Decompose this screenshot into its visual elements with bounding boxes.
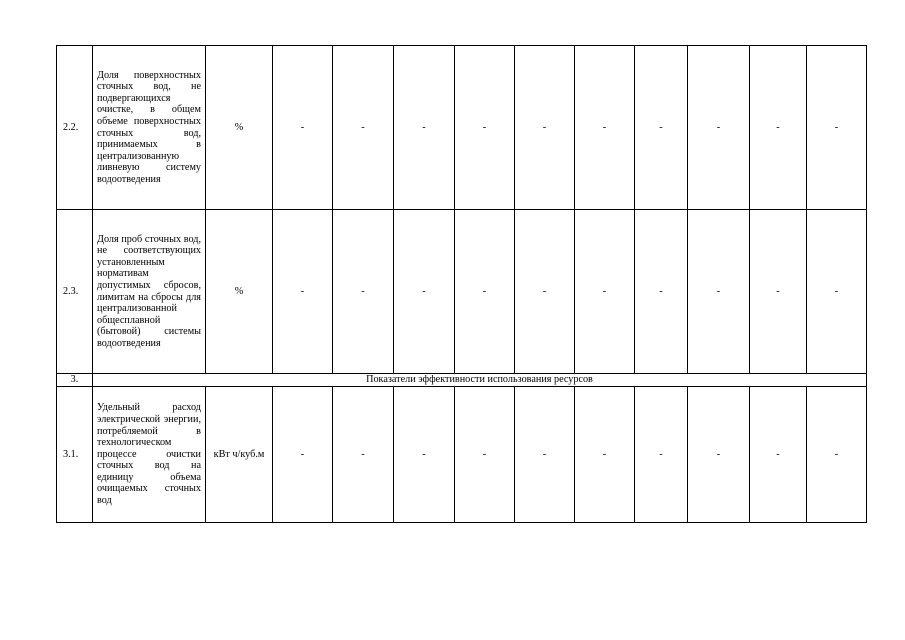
row-value: -: [515, 387, 575, 523]
row-description: Удельный расход электрической энергии, потребляемой в технологическом процессе очистки сточных вод на единицу объема очищаемых сточных вод: [93, 387, 206, 523]
row-value: -: [688, 46, 750, 210]
row-value: -: [273, 387, 333, 523]
row-description: Доля проб сточных вод, не соответствующих установленным нормативам допустимых сбросов, лимитам на сбросы для централизованной общесплавной (бытовой) системы водоотведения: [93, 210, 206, 374]
row-value: -: [273, 210, 333, 374]
row-value: -: [750, 387, 807, 523]
row-value: -: [455, 46, 515, 210]
row-value: -: [273, 46, 333, 210]
row-value: -: [807, 387, 867, 523]
section-row: [57, 374, 867, 387]
row-value: -: [575, 210, 635, 374]
section-number: 3.: [57, 374, 93, 387]
row-unit: кВт ч/куб.м: [206, 387, 273, 523]
table-row: [57, 387, 867, 523]
row-value: -: [394, 387, 455, 523]
row-value: -: [807, 46, 867, 210]
row-value: -: [688, 210, 750, 374]
row-number: 3.1.: [57, 387, 93, 523]
row-unit: %: [206, 46, 273, 210]
table-row: [57, 46, 867, 210]
row-value: -: [688, 387, 750, 523]
row-value: -: [750, 46, 807, 210]
row-value: -: [575, 387, 635, 523]
row-value: -: [515, 46, 575, 210]
row-description: Доля поверхностных сточных вод, не подвергающихся очистке, в общем объеме поверхностных сточных вод, принимаемых в централизованную ливневую систему водоотведения: [93, 46, 206, 210]
row-value: -: [394, 210, 455, 374]
row-value: -: [635, 210, 688, 374]
row-number: 2.2.: [57, 46, 93, 210]
row-value: -: [807, 210, 867, 374]
row-value: -: [455, 210, 515, 374]
row-value: -: [575, 46, 635, 210]
row-value: -: [455, 387, 515, 523]
row-value: -: [635, 46, 688, 210]
indicators-table: [56, 45, 867, 523]
row-value: -: [333, 46, 394, 210]
table-row: [57, 210, 867, 374]
row-value: -: [635, 387, 688, 523]
row-number: 2.3.: [57, 210, 93, 374]
section-title: Показатели эффективности использования ресурсов: [93, 374, 867, 387]
row-value: -: [394, 46, 455, 210]
row-value: -: [750, 210, 807, 374]
row-unit: %: [206, 210, 273, 374]
row-value: -: [333, 210, 394, 374]
row-value: -: [333, 387, 394, 523]
row-value: -: [515, 210, 575, 374]
